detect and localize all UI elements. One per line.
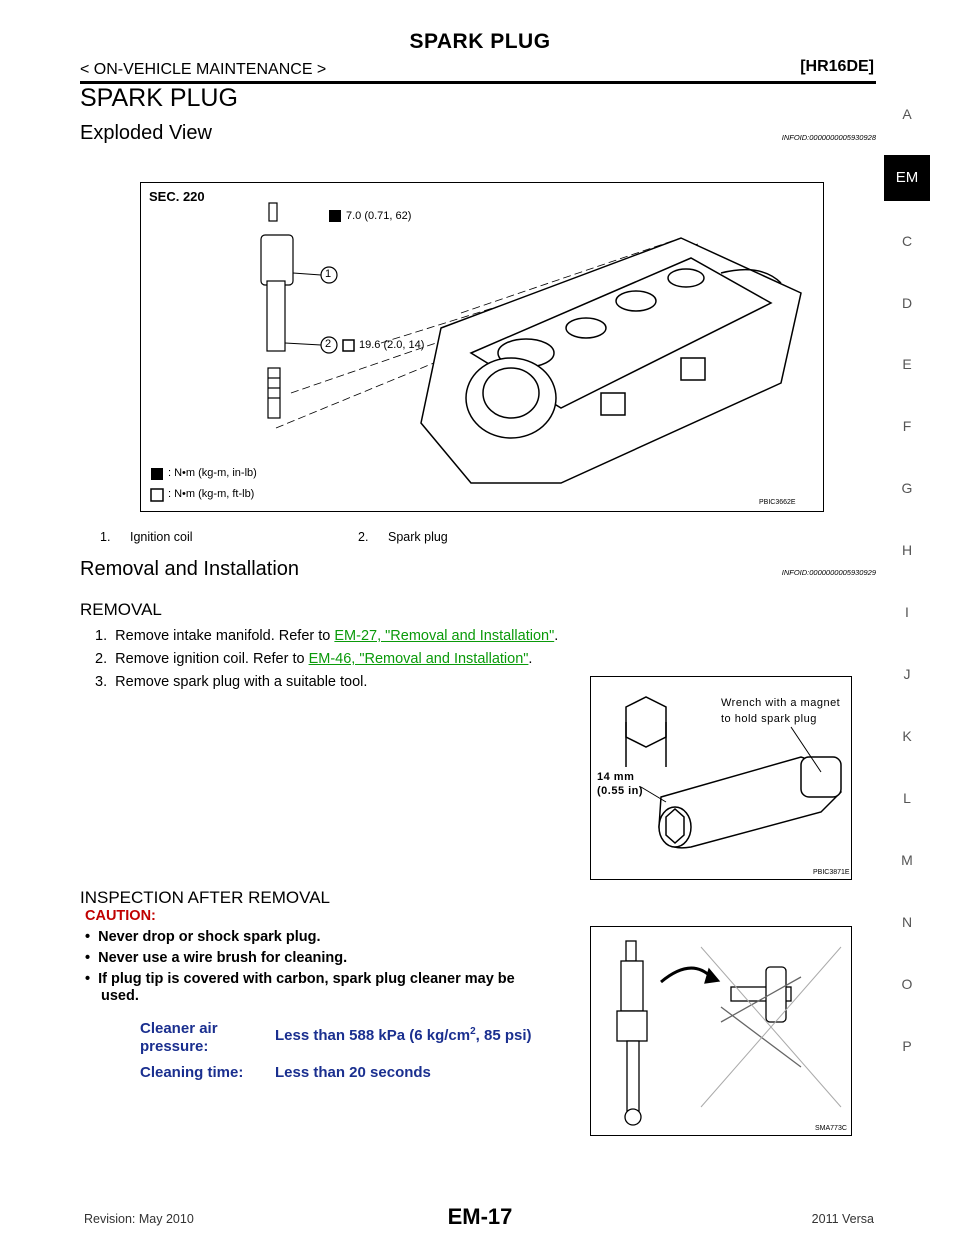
exploded-view-heading: Exploded View: [80, 122, 212, 144]
footer-page-number: EM-17: [447, 1204, 513, 1229]
sidebar-item-d[interactable]: D: [901, 295, 913, 311]
footer-model: 2011 Versa: [811, 1212, 874, 1226]
caution-bullet-3: • If plug tip is covered with carbon, spark plug cleaner may be: [85, 971, 515, 987]
torque-value-2: 19.6 (2.0, 14): [359, 339, 425, 351]
wrench-figure: [590, 676, 852, 880]
wrench-label-1: Wrench with a magnet: [721, 697, 841, 709]
bullet-text: If plug tip is covered with carbon, spark plug cleaner may be: [98, 971, 515, 987]
caution-bullet-1: • Never drop or shock spark plug.: [85, 929, 321, 945]
time-label: Cleaning time:: [140, 1064, 244, 1081]
exploded-infoid: INFOID:0000000005930928: [781, 133, 876, 142]
removal-subheading: REMOVAL: [80, 600, 162, 619]
torque-wrench-icon: [329, 210, 341, 222]
size-label-1: 14 mm: [597, 771, 635, 783]
header-subheading: < ON-VEHICLE MAINTENANCE >: [80, 61, 327, 78]
torque-value-1: 7.0 (0.71, 62): [346, 210, 412, 222]
sidebar-item-i[interactable]: I: [905, 604, 909, 620]
wrench-figure-code: PBIC3871E: [813, 869, 850, 876]
step-end: .: [554, 628, 559, 644]
engine-cover-illustration: [141, 183, 823, 511]
step-text: Remove spark plug with a suitable tool.: [115, 674, 368, 690]
caption-label-2: Spark plug: [388, 530, 448, 544]
wrench-label-2: to hold spark plug: [721, 713, 817, 725]
sidebar-item-g[interactable]: G: [901, 480, 913, 496]
removal-step-2: [95, 651, 532, 667]
footer-revision: Revision: May 2010: [84, 1212, 194, 1226]
callout-1: 1: [325, 268, 332, 280]
pressure-superscript: 2: [470, 1026, 476, 1037]
caption-num-1: 1.: [100, 530, 111, 544]
caution-bullet-2: • Never use a wire brush for cleaning.: [85, 950, 348, 966]
bullet-text: Never use a wire brush for cleaning.: [98, 950, 348, 966]
figure-code: PBIC3662E: [759, 499, 796, 506]
step-link-em27[interactable]: EM-27, "Removal and Installation": [334, 628, 555, 644]
sidebar-item-j[interactable]: J: [903, 666, 911, 682]
sidebar-item-l[interactable]: L: [903, 790, 911, 806]
caution-label: CAUTION:: [85, 908, 156, 924]
pressure-label-line1: Cleaner air: [140, 1020, 218, 1037]
legend-icon-1: [151, 468, 163, 480]
sidebar-item-p[interactable]: P: [902, 1038, 912, 1054]
sidebar-item-n[interactable]: N: [901, 914, 913, 930]
time-value: Less than 20 seconds: [275, 1064, 431, 1081]
sidebar-item-k[interactable]: K: [902, 728, 912, 744]
pressure-value-end: , 85 psi): [475, 1027, 532, 1044]
caption-label-1: Ignition coil: [130, 530, 193, 544]
step-number: 2.: [95, 651, 108, 667]
page-header-title: SPARK PLUG: [409, 30, 551, 53]
legend-text-1: : N•m (kg-m, in-lb): [168, 467, 257, 479]
sidebar-item-f[interactable]: F: [902, 418, 912, 434]
sidebar-item-h[interactable]: H: [901, 542, 913, 558]
cleaning-figure-code: SMA773C: [815, 1125, 847, 1132]
caption-num-2: 2.: [358, 530, 369, 544]
step-number: 3.: [95, 674, 108, 690]
spark-plug-illustration: [591, 927, 851, 1135]
caution-bullet-3-cont: used.: [101, 988, 139, 1004]
step-end: .: [528, 651, 533, 667]
pressure-value: [275, 1026, 532, 1044]
sidebar-item-em-active[interactable]: EM: [884, 155, 930, 201]
pressure-value-text: Less than 588 kPa (6 kg/cm: [275, 1027, 471, 1044]
figure-sec-label: SEC. 220: [149, 189, 205, 204]
removal-step-1: [95, 628, 558, 644]
inspection-subheading: INSPECTION AFTER REMOVAL: [80, 888, 331, 907]
sidebar-item-m[interactable]: M: [901, 852, 913, 868]
size-label-2: (0.55 in): [597, 785, 644, 797]
spark-plug-cleaning-figure: [590, 926, 852, 1136]
removal-step-3: [95, 674, 367, 690]
exploded-view-figure: [140, 182, 824, 512]
sidebar-item-a[interactable]: A: [902, 106, 912, 122]
bullet-text: Never drop or shock spark plug.: [98, 929, 321, 945]
torque-wrench-icon-2: [343, 340, 354, 351]
legend-icon-2: [151, 489, 163, 501]
engine-code: [HR16DE]: [800, 58, 874, 75]
section-title: SPARK PLUG: [80, 84, 238, 112]
step-number: 1.: [95, 628, 108, 644]
step-text: Remove ignition coil. Refer to: [115, 651, 309, 667]
callout-2: 2: [325, 338, 332, 350]
step-link-em46[interactable]: EM-46, "Removal and Installation": [308, 651, 529, 667]
sidebar-item-o[interactable]: O: [901, 976, 913, 992]
pressure-label-line2: pressure:: [140, 1038, 209, 1055]
removal-infoid: INFOID:0000000005930929: [781, 568, 876, 577]
removal-heading: Removal and Installation: [80, 558, 300, 580]
sidebar-item-c[interactable]: C: [901, 233, 913, 249]
sidebar-item-e[interactable]: E: [902, 356, 912, 372]
legend-text-2: : N•m (kg-m, ft-lb): [168, 488, 255, 500]
step-text: Remove intake manifold. Refer to: [115, 628, 335, 644]
